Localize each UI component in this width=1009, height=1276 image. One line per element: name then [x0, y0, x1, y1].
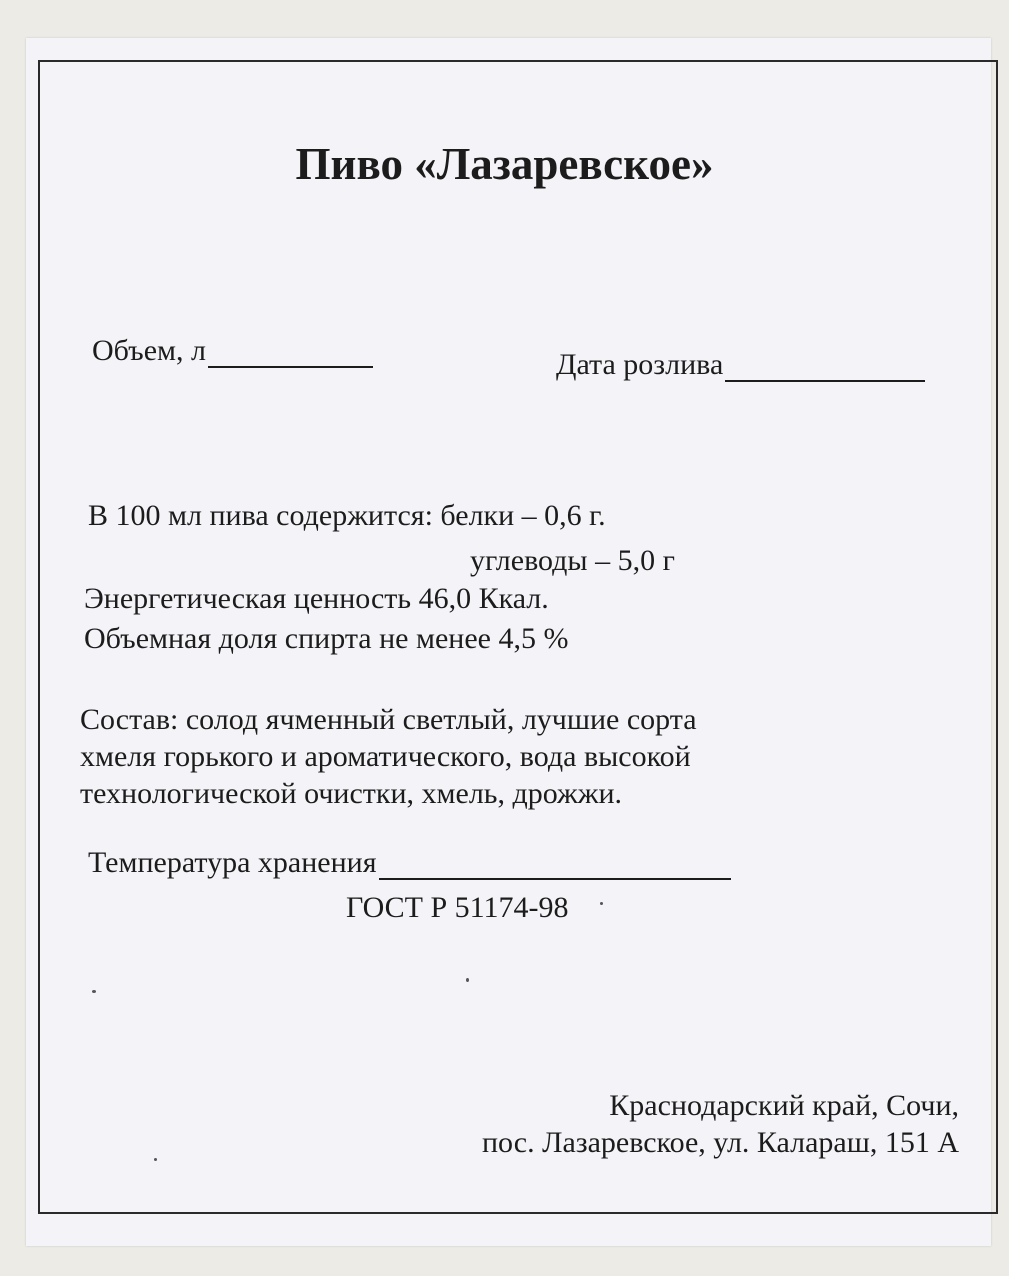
nutrition-line-carbs: углеводы – 5,0 г: [470, 544, 675, 577]
alcohol-content-line: Объемная доля спирта не менее 4,5 %: [84, 622, 569, 655]
storage-temperature-field: [88, 846, 731, 880]
address-line-1: Краснодарский край, Сочи,: [609, 1089, 959, 1122]
bottling-date-blank-line: [725, 350, 925, 382]
bottling-date-field: [556, 348, 925, 382]
energy-value-line: Энергетическая ценность 46,0 Ккал.: [84, 582, 549, 615]
bottling-date-label: Дата розлива: [556, 348, 724, 381]
storage-temperature-label: Температура хранения: [88, 846, 377, 879]
composition-line-2: хмеля горького и ароматического, вода высокой: [80, 740, 691, 773]
volume-field: [92, 334, 373, 368]
paper-speck: [466, 978, 469, 982]
composition-line-3: технологической очистки, хмель, дрожжи.: [80, 777, 622, 810]
volume-label: Объем, л: [92, 334, 206, 367]
storage-temperature-blank-line: [379, 848, 731, 880]
composition-line-1: Состав: солод ячменный светлый, лучшие сорта: [80, 703, 697, 736]
paper-speck: [600, 902, 603, 905]
nutrition-line-proteins: В 100 мл пива содержится: белки – 0,6 г.: [88, 499, 606, 532]
volume-blank-line: [208, 336, 373, 368]
paper-speck: [92, 990, 96, 993]
paper-speck: [154, 1158, 157, 1161]
product-title: Пиво «Лазаревское»: [295, 139, 714, 189]
address-line-2: пос. Лазаревское, ул. Калараш, 151 А: [481, 1126, 959, 1159]
gost-standard: ГОСТ Р 51174-98: [346, 891, 569, 924]
